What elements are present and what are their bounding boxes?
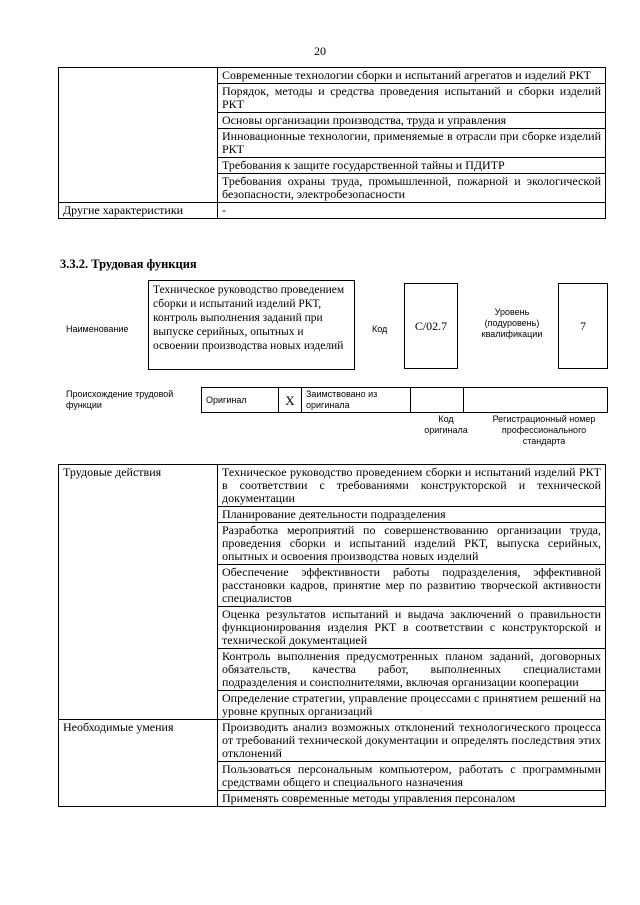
skill-item: Производить анализ возможных отклонений технологического процесса от требований технической документации и определять последствия этих отклонений [218,720,606,762]
function-name-box: Техническое руководство проведением сборки и испытаний изделий РКТ, контроль выполнения заданий при выпуске серийных, опытных и освоении производства новых изделий [148,280,355,370]
code-label: Код [372,324,388,334]
labor-actions-label: Трудовые действия [59,465,218,720]
knowledge-item: Современные технологии сборки и испытаний агрегатов и изделий РКТ [218,68,606,84]
labor-action-item: Определение стратегии, управление процессами с принятием решений на уровне крупных организаций [218,691,606,720]
reg-number-label: Регистрационный номер профессионального стандарта [492,414,596,446]
labor-action-item: Обеспечение эффективности работы подразделения, эффективной расстановки кадров, принятие мер по развитию творческой активности специалистов [218,565,606,607]
qualification-level-box: 7 [558,283,608,369]
origin-table [201,387,608,413]
borrowed-label: Заимствовано из оригинала [302,388,411,413]
knowledge-label-cell [59,68,218,203]
knowledge-item: Требования к защите государственной тайны и ПДИТР [218,158,606,174]
original-code-cell [411,388,464,413]
section-title: 3.3.2. Трудовая функция [60,257,197,271]
page-number: 20 [314,44,326,58]
labor-action-item: Техническое руководство проведением сборки и испытаний изделий РКТ в соответствии с требованиями конструкторской и технической документации [218,465,606,507]
other-characteristics-value: - [218,203,606,219]
skill-item: Применять современные методы управления персоналом [218,791,606,807]
knowledge-item: Порядок, методы и средства проведения испытаний и сборки изделий РКТ [218,84,606,113]
reg-number-cell [464,388,608,413]
function-code-box: С/02.7 [404,283,458,369]
original-mark: X [279,388,302,413]
code-original-label: Код оригинала [424,414,468,435]
labor-action-item: Контроль выполнения предусмотренных планом заданий, договорных обязательств, качества работ, выполненных специалистами подразделения и соисполнителями, включая организации кооперации [218,649,606,691]
knowledge-item: Основы организации производства, труда и управления [218,113,606,129]
labor-action-item: Планирование деятельности подразделения [218,507,606,523]
labor-action-item: Оценка результатов испытаний и выдача заключений о правильности функционирования изделия РКТ в соответствии с конструкторской и технической документацией [218,607,606,649]
labor-action-item: Разработка мероприятий по совершенствованию организации труда, проведения сборки и испытаний изделий РКТ, выпуска серийных, опытных и освоения производства новых изделий [218,523,606,565]
knowledge-item: Инновационные технологии, применяемые в отрасли при сборке изделий РКТ [218,129,606,158]
knowledge-item: Требования охраны труда, промышленной, пожарной и экологической безопасности, электробезопасности [218,174,606,203]
knowledge-table [58,67,606,219]
other-characteristics-label: Другие характеристики [59,203,218,219]
name-label: Наименование [66,324,129,334]
skills-label: Необходимые умения [59,720,218,807]
qualification-level-label: Уровень (подуровень) квалификации [481,307,543,339]
labor-function-table [58,464,606,807]
skill-item: Пользоваться персональным компьютером, работать с программными средствами общего и специального назначения [218,762,606,791]
original-label: Оригинал [202,388,279,413]
origin-label: Происхождение трудовой функции [66,389,174,410]
